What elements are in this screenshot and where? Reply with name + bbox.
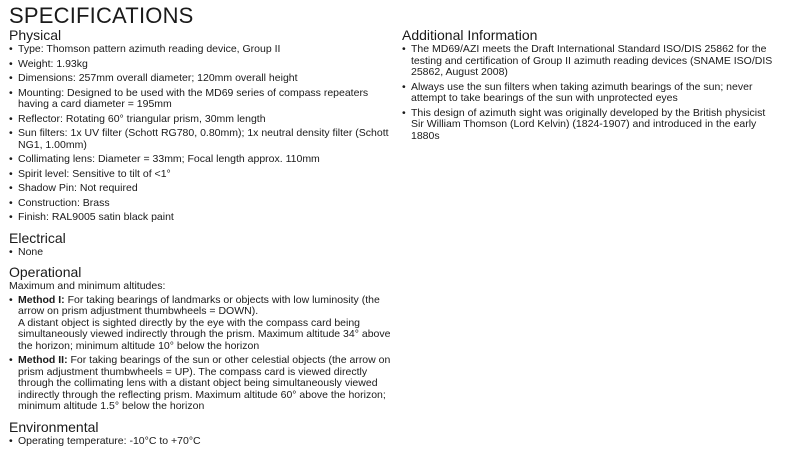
additional-list: [402, 44, 780, 142]
method-item: [9, 355, 394, 413]
page-title: SPECIFICATIONS: [9, 3, 194, 28]
list-item: • Spirit level: Sensitive to tilt of <1°: [9, 169, 394, 181]
method-detail: A distant object is sighted directly by the eye with the compass card being simultaneously viewed indirectly through the prism. Maximum altitude 34° above the horizon; minimum altitude 10° below the horizon: [18, 316, 391, 352]
method-title: Method II:: [18, 354, 68, 366]
operational-methods: [9, 295, 394, 413]
method-title: Method I:: [18, 293, 65, 306]
list-item: • Weight: 1.93kg: [9, 59, 394, 71]
physical-section: [9, 27, 394, 224]
list-item: • The MD69/AZI meets the Draft International Standard ISO/DIS 25862 for the testing and certification of Group II azimuth reading devices (SNAME ISO/DIS 25862, August 2008): [402, 44, 780, 79]
operational-intro: Maximum and minimum altitudes:: [9, 280, 166, 292]
list-item: • Dimensions: 257mm overall diameter; 120mm overall height: [9, 73, 394, 85]
operational-heading: Operational: [9, 264, 82, 280]
environmental-section: [9, 419, 394, 448]
electrical-heading: Electrical: [9, 229, 66, 246]
right-column: [402, 27, 780, 148]
list-item: • Collimating lens: Diameter = 33mm; Focal length approx. 110mm: [9, 154, 394, 166]
list-item: • Type: Thomson pattern azimuth reading device, Group II: [9, 44, 394, 56]
list-item: • Construction: Brass: [9, 198, 394, 210]
list-item: • Shadow Pin: Not required: [9, 183, 394, 195]
method-item: [9, 295, 394, 353]
operational-section: [9, 264, 394, 413]
electrical-section: [9, 230, 394, 259]
environmental-heading: Environmental: [9, 418, 99, 435]
list-item: • Mounting: Designed to be used with the MD69 series of compass repeaters having a card diameter = 195mm: [9, 88, 394, 111]
list-item: • Finish: RAL9005 satin black paint: [9, 212, 394, 224]
electrical-list: [9, 247, 394, 259]
method-text: For taking bearings of landmarks or objects with low luminosity (the arrow on prism adjustment thumbwheels = DOWN).: [18, 293, 380, 317]
method-text: For taking bearings of the sun or other celestial objects (the arrow on prism adjustment thumbwheels = UP). The compass card is viewed directly through the collimating lens with a distant object being simultaneously viewed indirectly through the reflecting prism. Maximum altitude 60° above the horizon; minimum altitude 1.5° below the horizon: [18, 354, 391, 412]
list-item: • Reflector: Rotating 60° triangular prism, 30mm length: [9, 114, 394, 126]
list-item: • None: [9, 247, 394, 259]
list-item: • Always use the sun filters when taking azimuth bearings of the sun; never attempt to take bearings of the sun with unprotected eyes: [402, 82, 780, 105]
physical-heading: Physical: [9, 27, 62, 43]
list-item: • Operating temperature: -10°C to +70°C: [9, 436, 394, 448]
environmental-list: [9, 436, 394, 448]
additional-section: [402, 27, 780, 142]
physical-list: [9, 44, 394, 224]
list-item: • This design of azimuth sight was originally developed by the British physicist Sir William Thomson (Lord Kelvin) (1824-1907) and introduced in the early 1880s: [402, 108, 780, 143]
left-column: [9, 27, 394, 453]
list-item: • Sun filters: 1x UV filter (Schott RG780, 0.80mm); 1x neutral density filter (Schott NG1, 1.00mm): [9, 128, 394, 151]
additional-heading: Additional Information: [402, 27, 538, 43]
